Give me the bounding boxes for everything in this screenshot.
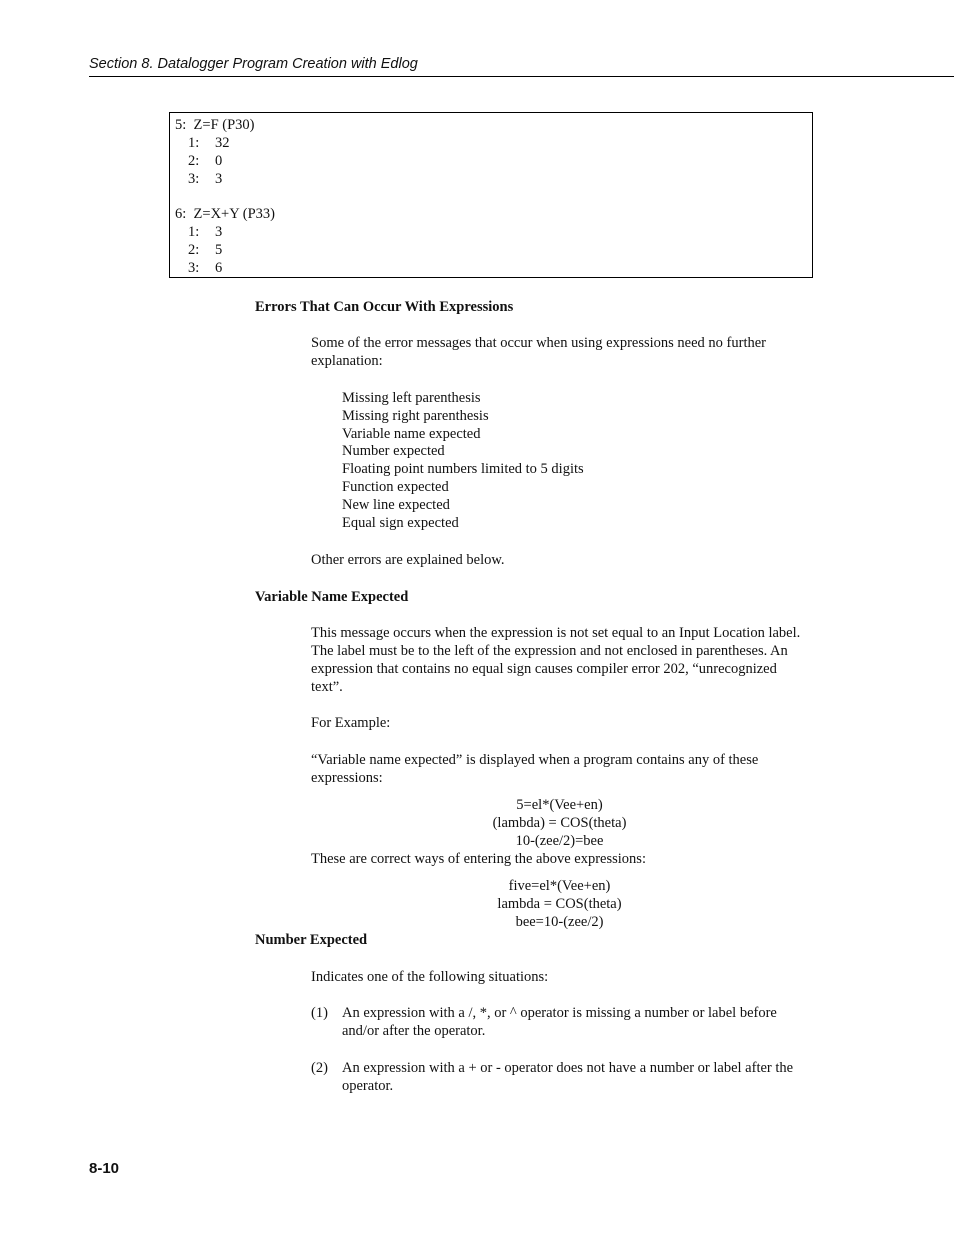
param-number: 1:	[188, 224, 200, 240]
error-list-item: Variable name expected	[342, 426, 481, 442]
error-list-item: Function expected	[342, 479, 449, 495]
error-list-item: Missing left parenthesis	[342, 390, 481, 406]
instruction-title: 5: Z=F (P30)	[175, 117, 255, 133]
for-example-label: For Example:	[311, 715, 391, 731]
numbered-item-label: (1)	[311, 1005, 328, 1021]
numbered-item-text: An expression with a /, *, or ^ operator is missing a number or label before and/or after the operator.	[342, 1005, 777, 1039]
section-heading-variable: Variable Name Expected	[255, 589, 409, 605]
param-number: 3:	[188, 260, 200, 276]
good-expression: bee=10-(zee/2)	[515, 914, 604, 930]
variable-para: This message occurs when the expression is not set equal to an Input Location label. The label must be to the left of the expression and not enclosed in parentheses. An expression that contains no equal sign causes compiler error 202, “unrecognized text”.	[311, 625, 801, 695]
param-value: 6	[215, 260, 223, 276]
error-list-item: Number expected	[342, 443, 445, 459]
bad-expression: 10-(zee/2)=bee	[515, 833, 604, 849]
errors-outro: Other errors are explained below.	[311, 552, 505, 568]
code-block	[169, 112, 813, 278]
param-number: 1:	[188, 135, 200, 151]
numbered-item-text: An expression with a + or - operator does not have a number or label after the operator.	[342, 1060, 794, 1094]
param-number: 2:	[188, 242, 200, 258]
error-list-item: Equal sign expected	[342, 515, 459, 531]
param-number: 3:	[188, 171, 200, 187]
param-value: 3	[215, 171, 223, 187]
variable-para-2: “Variable name expected” is displayed when a program contains any of these expressions:	[311, 752, 759, 786]
instruction-title: 6: Z=X+Y (P33)	[175, 206, 275, 222]
section-heading-errors: Errors That Can Occur With Expressions	[255, 299, 514, 315]
param-value: 5	[215, 242, 223, 258]
page-number: 8-10	[89, 1160, 120, 1177]
errors-intro: Some of the error messages that occur when using expressions need no further explanation:	[311, 335, 767, 369]
error-list-item: Floating point numbers limited to 5 digits	[342, 461, 584, 477]
numbered-item-label: (2)	[311, 1060, 328, 1076]
param-value: 3	[215, 224, 223, 240]
correct-intro: These are correct ways of entering the above expressions:	[311, 851, 646, 867]
bad-expression: 5=el*(Vee+en)	[516, 797, 603, 813]
param-value: 0	[215, 153, 223, 169]
running-header: Section 8. Datalogger Program Creation with Edlog	[89, 55, 954, 77]
error-list-item: Missing right parenthesis	[342, 408, 489, 424]
section-heading-number: Number Expected	[255, 932, 368, 948]
number-intro: Indicates one of the following situations:	[311, 969, 549, 985]
good-expression: five=el*(Vee+en)	[508, 878, 611, 894]
error-list-item: New line expected	[342, 497, 450, 513]
bad-expression: (lambda) = COS(theta)	[492, 815, 627, 831]
good-expression: lambda = COS(theta)	[497, 896, 622, 912]
param-value: 32	[215, 135, 230, 151]
param-number: 2:	[188, 153, 200, 169]
